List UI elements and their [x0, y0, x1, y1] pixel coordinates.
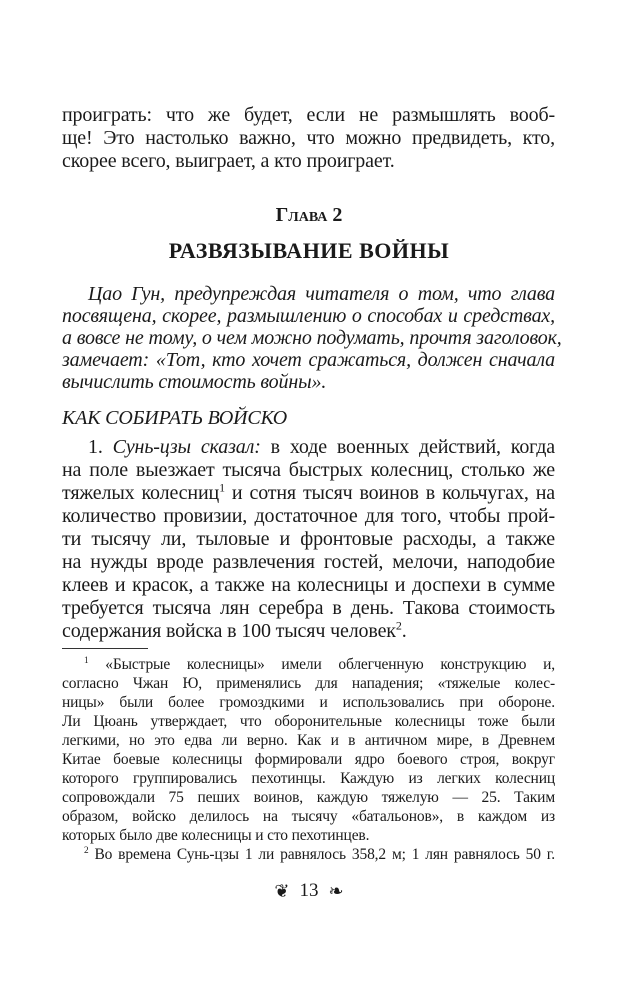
footnote-line: Ли Цюань утверждает, что оборонительные колесницы тоже были: [62, 713, 555, 730]
text-line: количество провизии, достаточное для того, чтобы прой-: [62, 505, 555, 527]
text-line: замечает: «Тот, кто хочет сражаться, должен сначала: [62, 349, 555, 371]
text-line: проиграть: что же будет, если не размышлять вооб-: [62, 104, 555, 126]
footnote-ref[interactable]: 1: [219, 480, 225, 495]
text-line: на нужды вроде развлечения гостей, мелочи, наподобие: [62, 551, 555, 573]
text: .: [401, 620, 407, 642]
page-footer: [0, 880, 618, 902]
footnote-line: образом, войско делилось на тысячу «батальонов», в каждом из: [62, 808, 555, 825]
text-line: требуется тысяча лян серебра в день. Такова стоимость: [62, 597, 555, 619]
footnote-line: сопровождали 75 пеших воинов, каждую тяжелую — 25. Таким: [62, 789, 555, 806]
footnote-divider: [62, 648, 148, 649]
text: содержания войска в 100 тысяч человек: [62, 620, 396, 642]
text-line: вычислить стоимость войны».: [62, 371, 327, 393]
text: Во времена Сунь-цзы 1 ли равнялось 358,2 м; 1 лян равнялось 50 г.: [94, 846, 555, 863]
footnote-line: которых было две колесницы и сто пехотинцев.: [62, 827, 370, 844]
text-line: ти тысячу ли, тыловые и фронтовые расходы, а также: [62, 528, 555, 550]
text-line: [62, 620, 555, 643]
footnote-line: ницы» были более громоздкими и использовались при обороне.: [62, 694, 555, 711]
fleuron-icon: ❧: [328, 881, 344, 902]
text-line: клеев и красок, а также на колесницы и доспехи в сумме: [62, 574, 555, 596]
footnote-line: которого группировались пехотинцы. Каждую из легких колесниц: [62, 770, 555, 787]
text-line: Цао Гун, предупреждая читателя о том, что глава: [88, 283, 555, 305]
footnote-mark: 2: [84, 845, 89, 856]
footnote-line: Китае боевые колесницы формировали ядро боевого строя, вокруг: [62, 751, 555, 768]
text-line: [62, 482, 555, 505]
text-line: посвящена, скорее, размышлению о способах и средствах,: [62, 305, 555, 327]
footnote-mark: 1: [84, 655, 89, 666]
footnote-line: [62, 845, 555, 864]
fleuron-icon: ❦: [274, 881, 290, 902]
chapter-label: Глава 2: [275, 204, 343, 226]
text: «Быстрые колесницы» имели облегченную конструкцию и,: [105, 656, 555, 673]
chapter-title: РАЗВЯЗЫВАНИЕ ВОЙНЫ: [168, 238, 450, 263]
text: в ходе военных действий, когда: [260, 436, 555, 458]
paragraph-number: 1.: [88, 436, 113, 458]
text-line: а вовсе не тому, о чем можно подумать, прочтя заголовок,: [62, 327, 562, 349]
page-number: 13: [299, 880, 319, 901]
text-line: [62, 436, 555, 459]
footnote-line: согласно Чжан Ю, применялись для нападения; «тяжелые колес-: [62, 675, 555, 692]
speaker: Сунь-цзы сказал:: [112, 436, 261, 458]
section-title: КАК СОБИРАТЬ ВОЙСКО: [62, 407, 288, 429]
text: и сотня тысяч воинов в кольчугах, на: [224, 482, 556, 504]
footnote-line: легкими, но это едва ли верно. Как и в античном мире, в Древнем: [62, 732, 555, 749]
footnote-line: [62, 655, 555, 674]
text-line: на поле выезжает тысяча быстрых колесниц, столько же: [62, 459, 555, 481]
text-line: скорее всего, выиграет, а кто проиграет.: [62, 150, 395, 172]
footnote-ref[interactable]: 2: [395, 618, 402, 633]
text: тяжелых колесниц: [62, 482, 220, 504]
text-line: ще! Это настолько важно, что можно предвидеть, кто,: [62, 127, 555, 149]
